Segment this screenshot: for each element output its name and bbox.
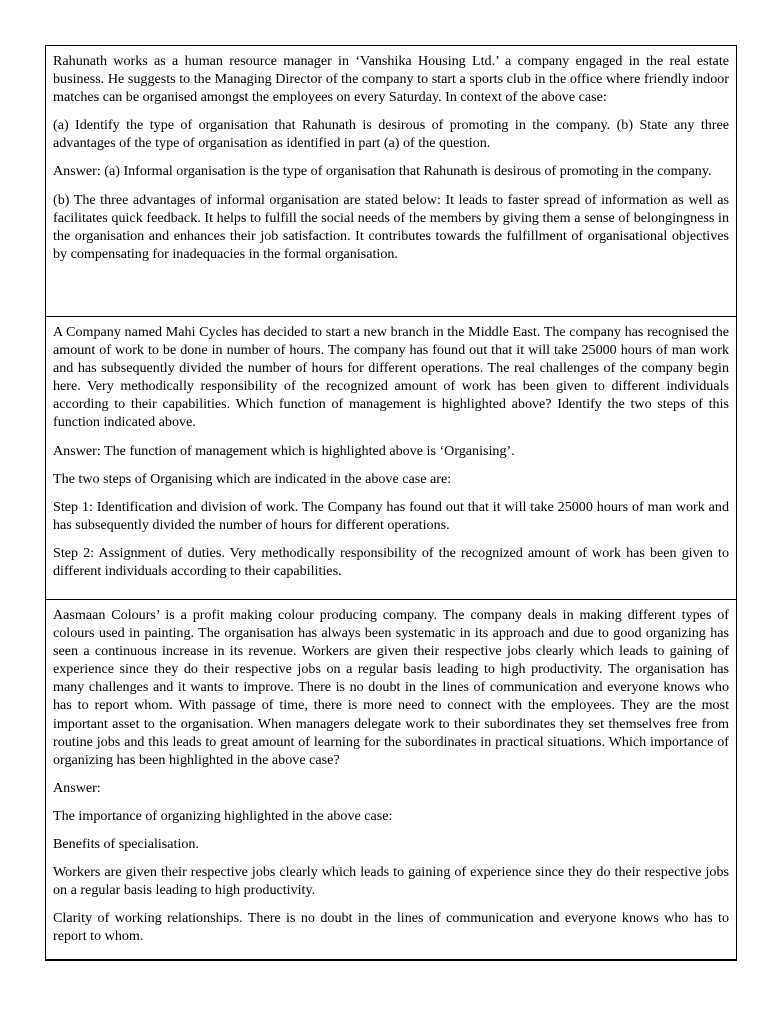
answer-label: Answer: xyxy=(53,779,101,796)
answer-text: The importance of organizing highlighted in the above case: xyxy=(53,807,393,824)
question-text: Aasmaan Colours’ is a profit making colour producing company. The company deals in making different types of colours used in painting. The organisation has always been systematic in its approach and due to good organizing has seen a continuous increase in its revenue. Workers are given their respective jobs clearly which leads to gaining of experience since they do their respective jobs on a regular basis leading to high productivity. The organisation has many challenges and it wants to improve. There is no doubt in the lines of communication and everyone knows who has to report whom. With passage of time, there is more need to connect with the employees. They are the most important asset to the organisation. When managers delegate work to their subordinates they set themselves free from routine jobs and this leads to great amount of learning for the subordinates in practical situations. Which importance of organizing has been highlighted in the above case? xyxy=(53,607,729,768)
answer-text: Workers are given their respective jobs clearly which leads to gaining of experience since they do their respective jobs on a regular basis leading to high productivity. xyxy=(53,864,729,899)
answer-text: Answer: (a) Informal organisation is the type of organisation that Rahunath is desirous of promoting in the company. xyxy=(53,163,712,180)
answer-step: Step 1: Identification and division of work. The Company has found out that it will take 25000 hours of man work and has subsequently divided the number of hours for different operations. xyxy=(53,498,729,533)
question-cell-informal-organisation xyxy=(46,46,736,316)
answer-text: (b) The three advantages of informal organisation are stated below: It leads to faster spread of information as well as facilitates quick feedback. It helps to fulfill the social needs of the members by giving them a sense of belongingness in the organisation and enhances their job satisfaction. It contributes towards the fulfillment of organisational objectives by compensating for inadequacies in the formal organisation. xyxy=(53,191,729,262)
answer-step: Step 2: Assignment of duties. Very methodically responsibility of the recognized amount of work has been given to different individuals according to their capabilities. xyxy=(53,544,729,580)
question-text: A Company named Mahi Cycles has decided to start a new branch in the Middle East. The company has recognised the amount of work to be done in number of hours. The company has found out that it will take 25000 hours of man work and has subsequently divided the number of hours for different operations. The real challenges of the company begin here. Very methodically responsibility of the recognized amount of work has been given to different individuals according to their capabilities. Which function of management is highlighted above? Identify the two steps of this function indicated above. xyxy=(53,324,729,431)
answer-text: Benefits of specialisation. xyxy=(53,836,199,853)
answer-text: Answer: The function of management which is highlighted above is ‘Organising’. xyxy=(53,442,515,459)
question-cell-importance-of-organising xyxy=(46,599,736,959)
question-parts: (a) Identify the type of organisation that Rahunath is desirous of promoting in the company. (b) State any three advantages of the type of organisation as identified in part (a) of the question. xyxy=(53,117,729,152)
qa-table xyxy=(45,45,737,961)
answer-text: The two steps of Organising which are indicated in the above case are: xyxy=(53,470,452,487)
answer-text: Clarity of working relationships. There is no doubt in the lines of communication and everyone knows who has to report to whom. xyxy=(53,910,729,945)
question-cell-organising-steps xyxy=(46,316,736,599)
question-text: Rahunath works as a human resource manager in ‘Vanshika Housing Ltd.’ a company engaged in the real estate business. He suggests to the Managing Director of the company to start a sports club in the office where friendly indoor matches can be organised amongst the employees on every Saturday. In context of the above case: xyxy=(53,53,729,106)
